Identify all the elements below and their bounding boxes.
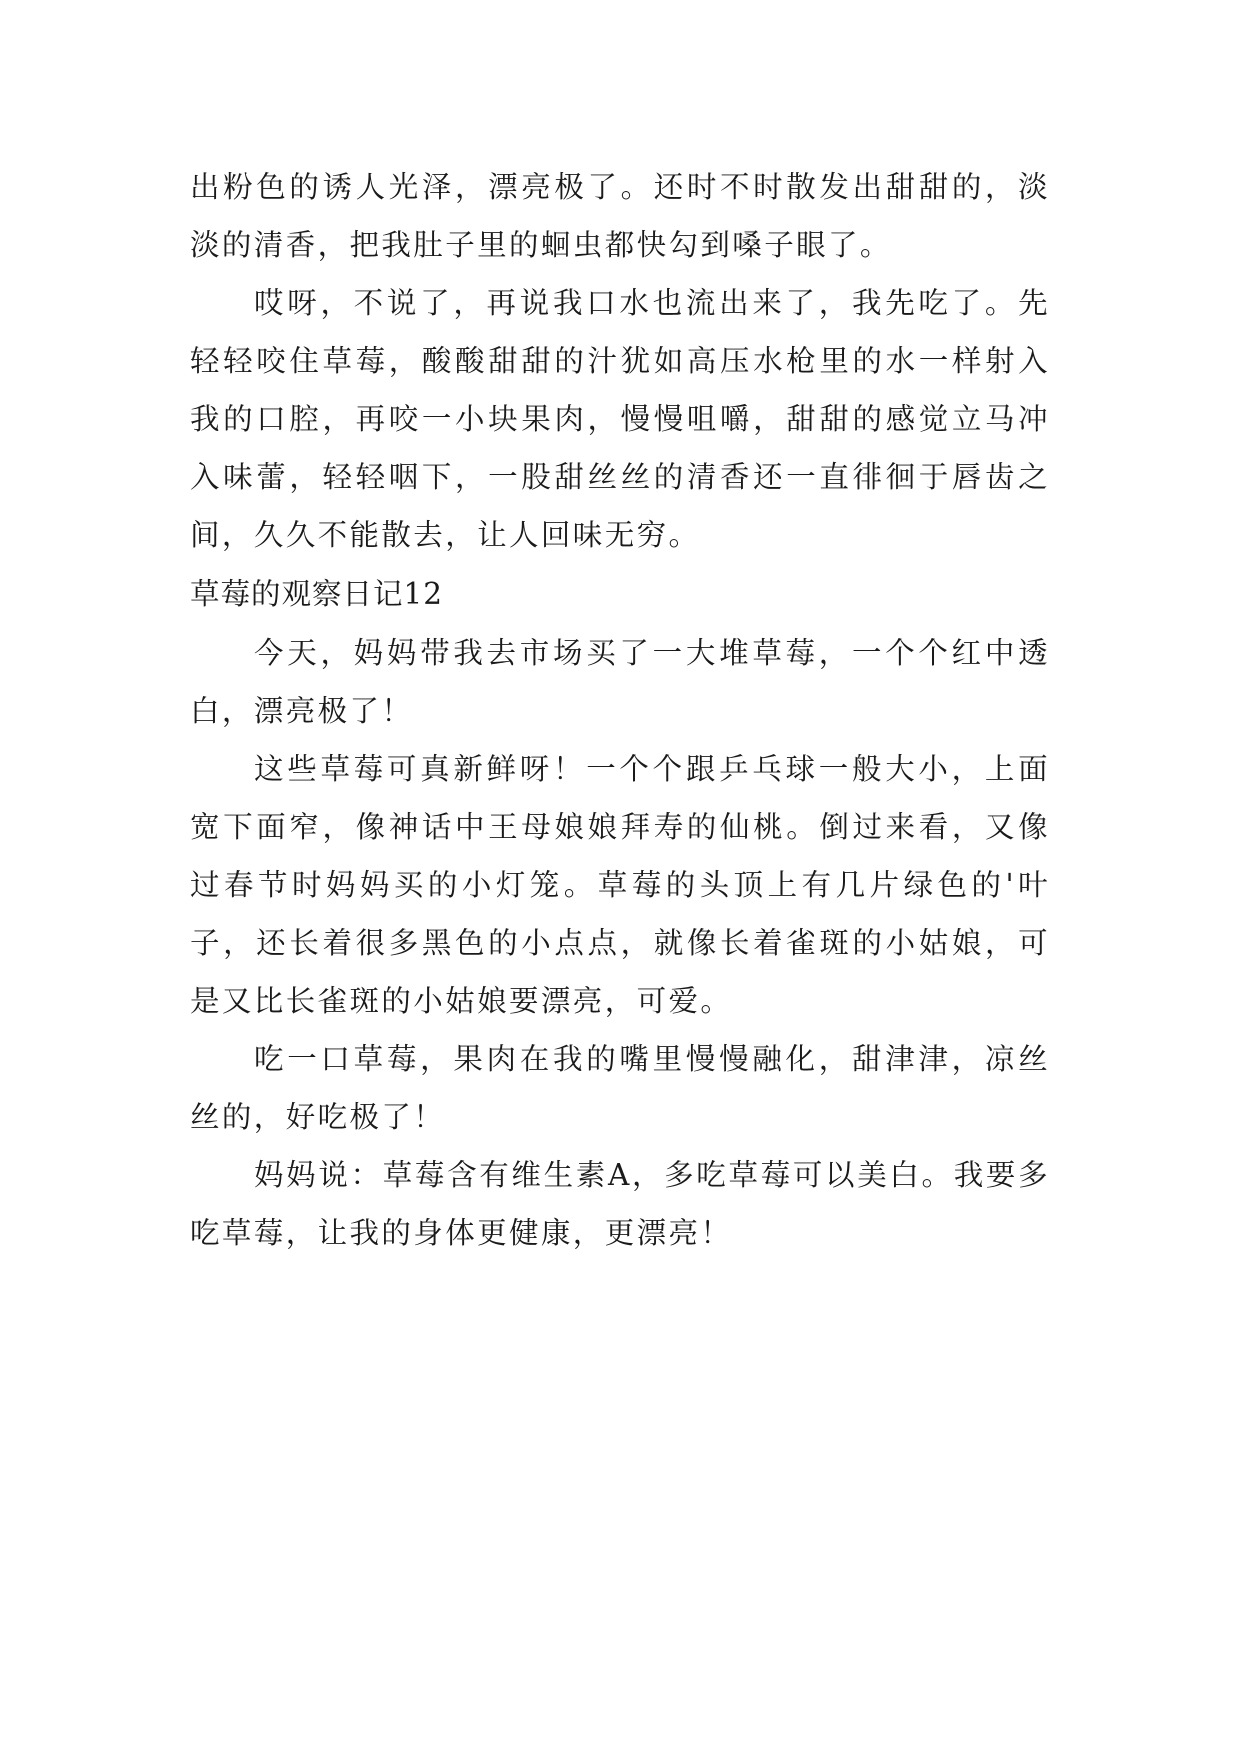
document-body	[190, 158, 1050, 1262]
paragraph-conclusion: 妈妈说：草莓含有维生素A，多吃草莓可以美白。我要多吃草莓，让我的身体更健康，更漂亮！	[190, 1158, 1050, 1250]
paragraph-market: 今天，妈妈带我去市场买了一大堆草莓，一个个红中透白，漂亮极了！	[190, 636, 1050, 728]
paragraph-continuation: 出粉色的诱人光泽，漂亮极了。还时不时散发出甜甜的，淡淡的清香，把我肚子里的蛔虫都快勾到嗓子眼了。	[190, 170, 1050, 262]
paragraph-eating: 哎呀，不说了，再说我口水也流出来了，我先吃了。先轻轻咬住草莓，酸酸甜甜的汁犹如高压水枪里的水一样射入我的口腔，再咬一小块果肉，慢慢咀嚼，甜甜的感觉立马冲入味蕾，轻轻咽下，一股甜丝丝的清香还一直徘徊于唇齿之间，久久不能散去，让人回味无穷。	[190, 286, 1050, 552]
section-title: 草莓的观察日记12	[190, 577, 444, 611]
paragraph-description: 这些草莓可真新鲜呀！一个个跟乒乓球一般大小，上面宽下面窄，像神话中王母娘娘拜寿的仙桃。倒过来看，又像过春节时妈妈买的小灯笼。草莓的头顶上有几片绿色的'叶子，还长着很多黑色的小点点，就像长着雀斑的小姑娘，可是又比长雀斑的小姑娘要漂亮，可爱。	[190, 752, 1050, 1018]
paragraph-taste: 吃一口草莓，果肉在我的嘴里慢慢融化，甜津津，凉丝丝的，好吃极了！	[190, 1042, 1050, 1134]
